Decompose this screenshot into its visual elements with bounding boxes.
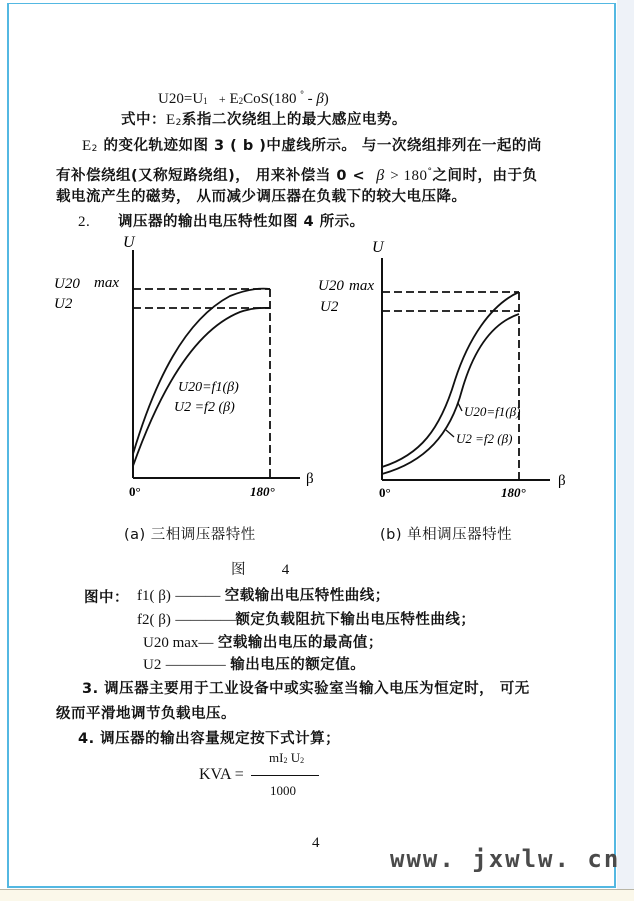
p2-e-sub: 2 <box>91 144 98 154</box>
formula-e2: E <box>229 91 239 107</box>
p2-line2c: 之间时，由于负 <box>432 168 538 184</box>
figure-a-u20-label: U20 <box>54 276 80 292</box>
figure-a-max-label: max <box>94 275 119 291</box>
legend-desc: 空载输出电压特性曲线； <box>224 588 390 604</box>
fraction-bar <box>251 775 319 776</box>
formula-u20 <box>158 86 329 109</box>
formula-kva-denominator: 1000 <box>270 783 296 798</box>
legend-item <box>143 635 383 651</box>
figure-a-curve-f1 <box>133 289 270 454</box>
formula-u1-sub: 1 <box>203 96 208 106</box>
formula-lhs: U20 <box>158 91 184 107</box>
p2-beta: β <box>376 167 385 184</box>
formula-kva-numerator <box>269 750 304 769</box>
item-4: 4. 调压器的输出容量规定按下式计算； <box>78 731 341 747</box>
figure-a-caption: (a) 三相调压器特性 <box>124 527 256 543</box>
p1-e: E <box>166 112 176 128</box>
page-number: 4 <box>312 835 320 851</box>
figure-b-u2-label: U2 <box>320 299 339 315</box>
figure-title-label: 图 <box>231 562 246 578</box>
legend-term: f2( β) <box>137 612 171 628</box>
legend-term: U2 <box>143 657 162 673</box>
formula-e2-sub: 2 <box>238 96 244 106</box>
numerator-mi: mI <box>269 750 284 765</box>
paragraph-e2-definition <box>121 112 407 131</box>
formula-deg: ° <box>300 89 304 99</box>
numerator-sub1: 2 <box>283 756 288 765</box>
formula-cos: CoS(180 <box>243 91 297 107</box>
numerator-u: U <box>287 750 301 765</box>
figure-a-u2-label: U2 <box>54 296 73 312</box>
figure-b-y-axis-label: U <box>372 239 384 256</box>
figure-a-x-axis-label: β <box>306 471 314 487</box>
p1-e-sub: 2 <box>175 118 182 128</box>
item2-number: 2. <box>78 214 91 230</box>
formula-minus: - <box>303 91 317 107</box>
figure-b-origin-label: 0° <box>379 485 391 500</box>
legend-dash: ———— <box>175 612 236 628</box>
figure-a-180-label: 180° <box>250 484 275 499</box>
figure-b-curve2-label: U2 =f2 (β) <box>456 431 513 446</box>
formula-kva-lhs: KVA = <box>199 766 244 783</box>
figure-b-u20-label: U20 <box>318 278 344 294</box>
numerator-sub2: 2 <box>300 756 305 765</box>
legend-item <box>137 612 475 628</box>
formula-eq: = <box>183 91 193 107</box>
p2-line2b: > 180 <box>390 168 428 184</box>
legend-item <box>137 588 390 604</box>
p2-line2a: 有补偿绕组(又称短路绕组)， 用来补偿当 0 < <box>56 168 366 184</box>
legend-desc: 输出电压的额定值。 <box>230 657 366 673</box>
legend-term: U20 max <box>143 635 199 651</box>
formula-plus: + <box>218 92 226 106</box>
figure-a-y-axis-label: U <box>123 234 135 251</box>
p2-deg: ° <box>427 167 433 177</box>
item2-text: 调压器的输出电压特性如图 4 所示。 <box>118 214 365 230</box>
figure-b-caption: (b) 单相调压器特性 <box>380 527 513 543</box>
figure-a-curve1-label: U20=f1(β) <box>178 380 239 395</box>
legend-dash: — <box>198 635 214 651</box>
item-2 <box>78 214 365 230</box>
formula-close: ) <box>323 91 329 107</box>
figure-b-curve1-label: U20=f1(β) <box>464 404 521 419</box>
figure-b-curve1-leader <box>458 403 462 411</box>
legend-intro: 图中： <box>84 590 129 606</box>
p2-line1: 的变化轨迹如图 3 ( b )中虚线所示。 与一次绕组排列在一起的尚 <box>97 138 542 154</box>
figure-a-chart <box>50 230 314 500</box>
legend-desc: 额定负载阻抗下输出电压特性曲线； <box>235 612 476 628</box>
item-3-line1: 3. 调压器主要用于工业设备中或实验室当输入电压为恒定时， 可无 <box>82 681 530 697</box>
watermark: www. jxwlw. cn <box>390 845 621 873</box>
figure-b-180-label: 180° <box>501 485 526 500</box>
legend-term: f1( β) <box>137 588 171 604</box>
formula-beta: β <box>316 91 324 107</box>
figure-a-curve2-label: U2 =f2 (β) <box>174 400 235 415</box>
figure-number: 4 <box>281 562 290 578</box>
legend-desc: 空载输出电压的最高值； <box>217 635 383 651</box>
p1-prefix: 式中： <box>121 112 166 128</box>
figure-b-curve2-leader <box>446 430 454 437</box>
legend-dash: ———— <box>165 657 226 673</box>
formula-u1: U <box>192 91 204 107</box>
viewer-side-strip <box>617 0 634 890</box>
figure-b-chart <box>310 230 580 502</box>
figure-a-origin-label: 0° <box>129 484 141 499</box>
paragraph-e2-line3 <box>56 189 467 205</box>
paragraph-e2-line2 <box>56 164 538 184</box>
legend-dash: ——— <box>175 588 221 604</box>
p1-rest: 系指二次绕组上的最大感应电势。 <box>181 112 407 128</box>
legend-item <box>143 657 365 673</box>
figure-title <box>231 562 290 578</box>
paragraph-e2-line1 <box>82 138 542 157</box>
p2-e: E <box>82 138 92 154</box>
item-3-line2: 级而平滑地调节负载电压。 <box>56 706 236 722</box>
figure-b-max-label: max <box>349 278 374 294</box>
figure-b-x-axis-label: β <box>558 473 566 489</box>
p2-line3: 载电流产生的磁势， 从而减少调压器在负载下的较大电压降。 <box>56 189 467 205</box>
viewer-bottom-strip <box>0 889 634 901</box>
